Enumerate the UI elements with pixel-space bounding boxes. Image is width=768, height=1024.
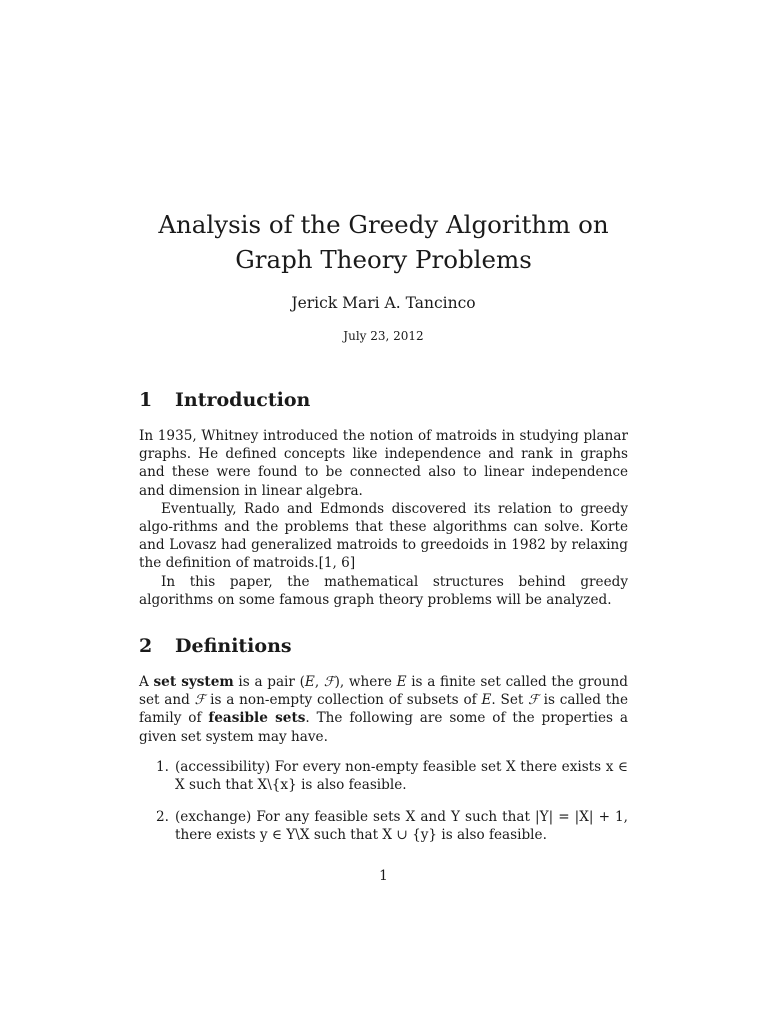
list-item-text: (accessibility) For every non-empty feasible set X there exists x ∈ X such that X\{x} is also feasible. <box>175 759 628 794</box>
text-run: . The following are some of the properties a given set system may have. <box>139 710 629 745</box>
text-run: , <box>314 674 324 690</box>
section-heading-introduction <box>139 389 310 411</box>
list-item <box>139 808 628 844</box>
text-run: is a finite set called the ground set and <box>139 674 628 709</box>
text-run: is called the family of <box>139 692 628 727</box>
publication-date: July 23, 2012 <box>343 329 424 343</box>
text-run: . Set <box>491 692 529 709</box>
text-run: is a pair ( <box>233 674 305 690</box>
author-name: Jerick Mari A. Tancinco <box>291 294 476 312</box>
section-title: Definitions <box>175 635 292 657</box>
math-symbol: ℱ <box>194 692 206 709</box>
text-run: ), where <box>334 674 397 690</box>
title-line-1: Analysis of the Greedy Algorithm on <box>158 210 609 239</box>
paper-title <box>119 207 648 277</box>
math-symbol: ℱ <box>528 692 539 709</box>
section-title: Introduction <box>175 389 311 411</box>
title-line-2: Graph Theory Problems <box>235 245 532 274</box>
section-heading-definitions <box>139 635 292 657</box>
list-item-text: (exchange) For any feasible sets X and Y such that |Y| = |X| + 1, there exists y ∈ Y\X such that X ∪ {y} is also feasible. <box>175 809 628 844</box>
term-set-system: set system <box>153 674 234 690</box>
paper-page <box>139 0 628 1024</box>
math-symbol: E <box>396 674 407 690</box>
math-symbol: E <box>304 674 315 690</box>
math-symbol: ℱ <box>323 674 335 690</box>
definitions-body <box>139 673 628 746</box>
paragraph <box>139 673 628 746</box>
list-item <box>139 758 628 794</box>
paragraph: In this paper, the mathematical structures behind greedy algorithms on some famous graph theory problems will be analyzed. <box>139 573 628 608</box>
section-number: 1 <box>139 389 153 411</box>
section-number: 2 <box>139 635 153 657</box>
term-feasible-sets: feasible sets <box>208 710 306 727</box>
text-run: A <box>139 674 154 690</box>
paragraph: In 1935, Whitney introduced the notion of matroids in studying planar graphs. He defined concepts like independence and rank in graphs and these were found to be connected also to linear independence and dimension in linear algebra. <box>139 428 628 499</box>
page-number: 1 <box>379 868 388 884</box>
list-marker: 2. <box>156 809 169 825</box>
list-marker: 1. <box>156 759 169 775</box>
paragraph: Eventually, Rado and Edmonds discovered its relation to greedy algo-rithms and the problems that these algorithms can solve. Korte and Lovasz had generalized matroids to greedoids in 1982 by relaxing the definition of matroids.[1, 6] <box>139 500 628 572</box>
math-symbol: E <box>481 692 492 709</box>
text-run: is a non-empty collection of subsets of <box>205 692 482 709</box>
introduction-body <box>139 427 628 609</box>
